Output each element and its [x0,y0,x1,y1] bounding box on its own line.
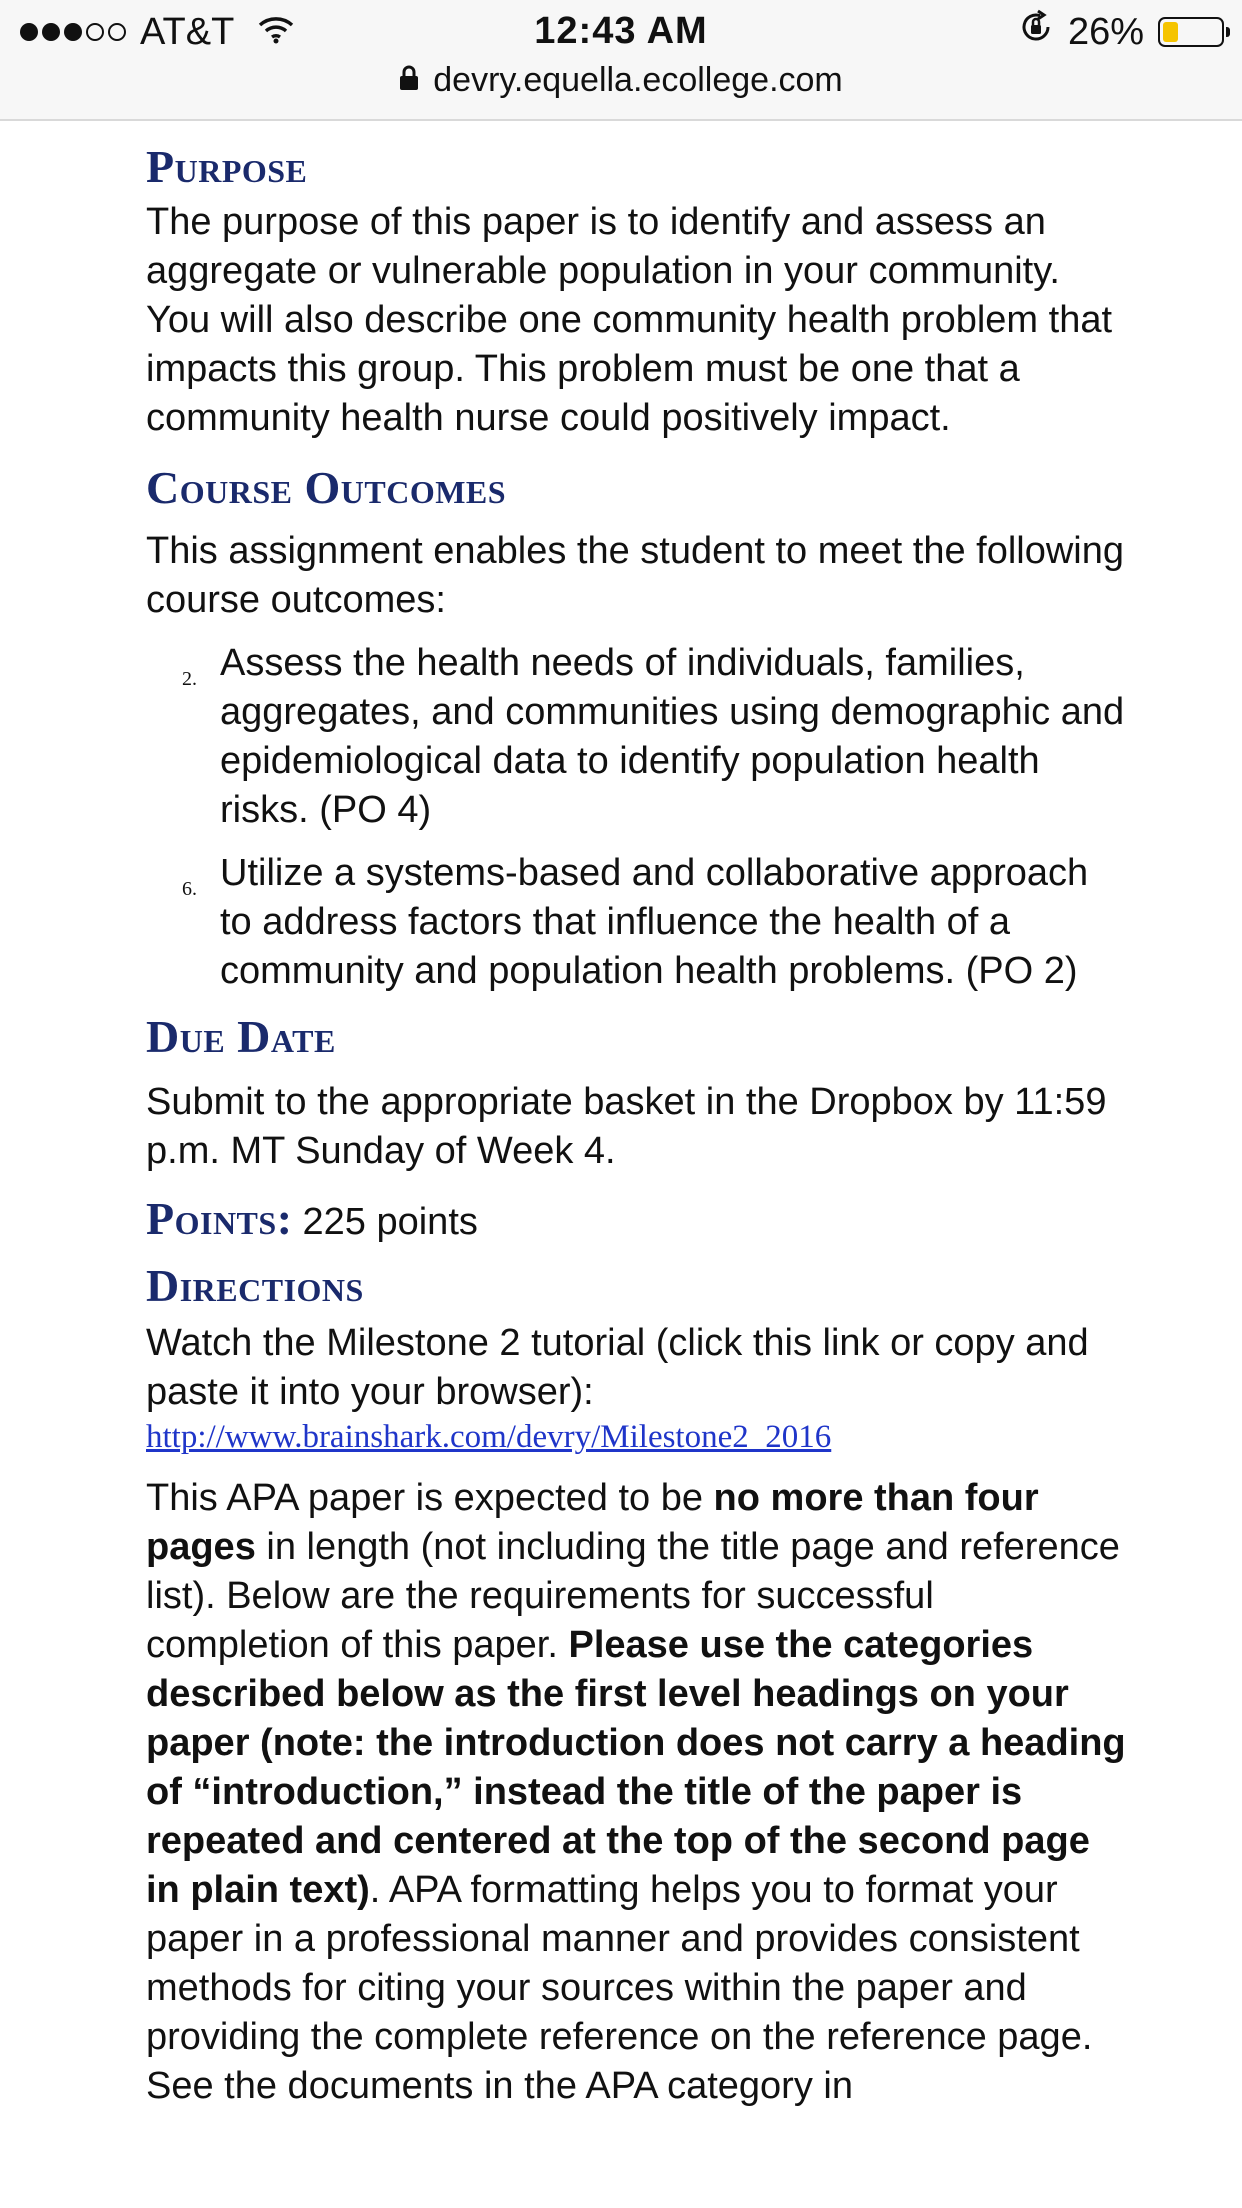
carrier-name: AT&T [140,10,235,53]
battery-fill [1163,22,1178,42]
status-bar-right [1018,12,1224,52]
due-date-heading: Due Date [146,1011,336,1062]
course-outcome-text: Utilize a systems-based and collaborative approach to address factors that influence the health of a community and population health problems. (PO 2) [220,852,1089,992]
course-outcomes-heading: Course Outcomes [146,462,507,513]
lock-icon [399,61,419,100]
points-line [146,1192,1126,1247]
course-outcome-item [146,849,1126,996]
points-value: 225 points [302,1201,478,1243]
course-outcomes-intro: This assignment enables the student to meet the following course outcomes: [146,530,1125,621]
directions-heading: Directions [146,1260,364,1311]
orientation-lock-icon [1018,9,1054,55]
directions-intro: Watch the Milestone 2 tutorial (click this link or copy and paste it into your browser): [146,1322,1089,1413]
apa-heading-instruction: Please use the categories described below as the first level headings on your paper (note: the introduction does not carry a heading of “introduction,” instead the title of the paper is repeated and centered at the top of the second page in plain text) [146,1624,1126,1911]
purpose-heading: Purpose [146,141,308,192]
apa-text-2: in length (not including the title page and reference list). Below are the requirements for successful completion of this paper. [146,1526,1120,1666]
battery-percent: 26% [1067,10,1144,53]
apa-text-1: This APA paper is expected to be [146,1477,714,1519]
points-label: Points: [146,1193,293,1244]
course-outcome-number: 6. [182,878,197,900]
address-bar[interactable] [0,58,1242,102]
tutorial-link[interactable]: http://www.brainshark.com/devry/Milestone2_2016 [146,1419,832,1455]
url-domain[interactable]: devry.equella.ecollege.com [433,60,843,99]
due-date-text: Submit to the appropriate basket in the Dropbox by 11:59 p.m. MT Sunday of Week 4. [146,1081,1107,1172]
course-outcome-text: Assess the health needs of individuals, families, aggregates, and communities using demographic and epidemiological data to identify population health risks. (PO 4) [220,642,1125,831]
apa-page-limit: no more than four pages [146,1477,1039,1568]
purpose-text: The purpose of this paper is to identify and assess an aggregate or vulnerable population in your community. You will also describe one community health problem that impacts this group. This problem must be one that a community health nurse could positively impact. [146,201,1113,439]
document-content [146,140,1126,2111]
apa-text-3: . APA formatting helps you to format your paper in a professional manner and provides consistent methods for citing your sources within the paper and providing the complete reference on the reference page. See the documents in the APA category in [146,1869,1093,2107]
browser-chrome [0,0,1242,121]
course-outcome-item [146,639,1126,835]
battery-icon [1158,17,1224,47]
apa-paragraph [146,1474,1126,2111]
status-bar-time: 12:43 AM [534,10,708,52]
course-outcome-number: 2. [182,668,197,690]
